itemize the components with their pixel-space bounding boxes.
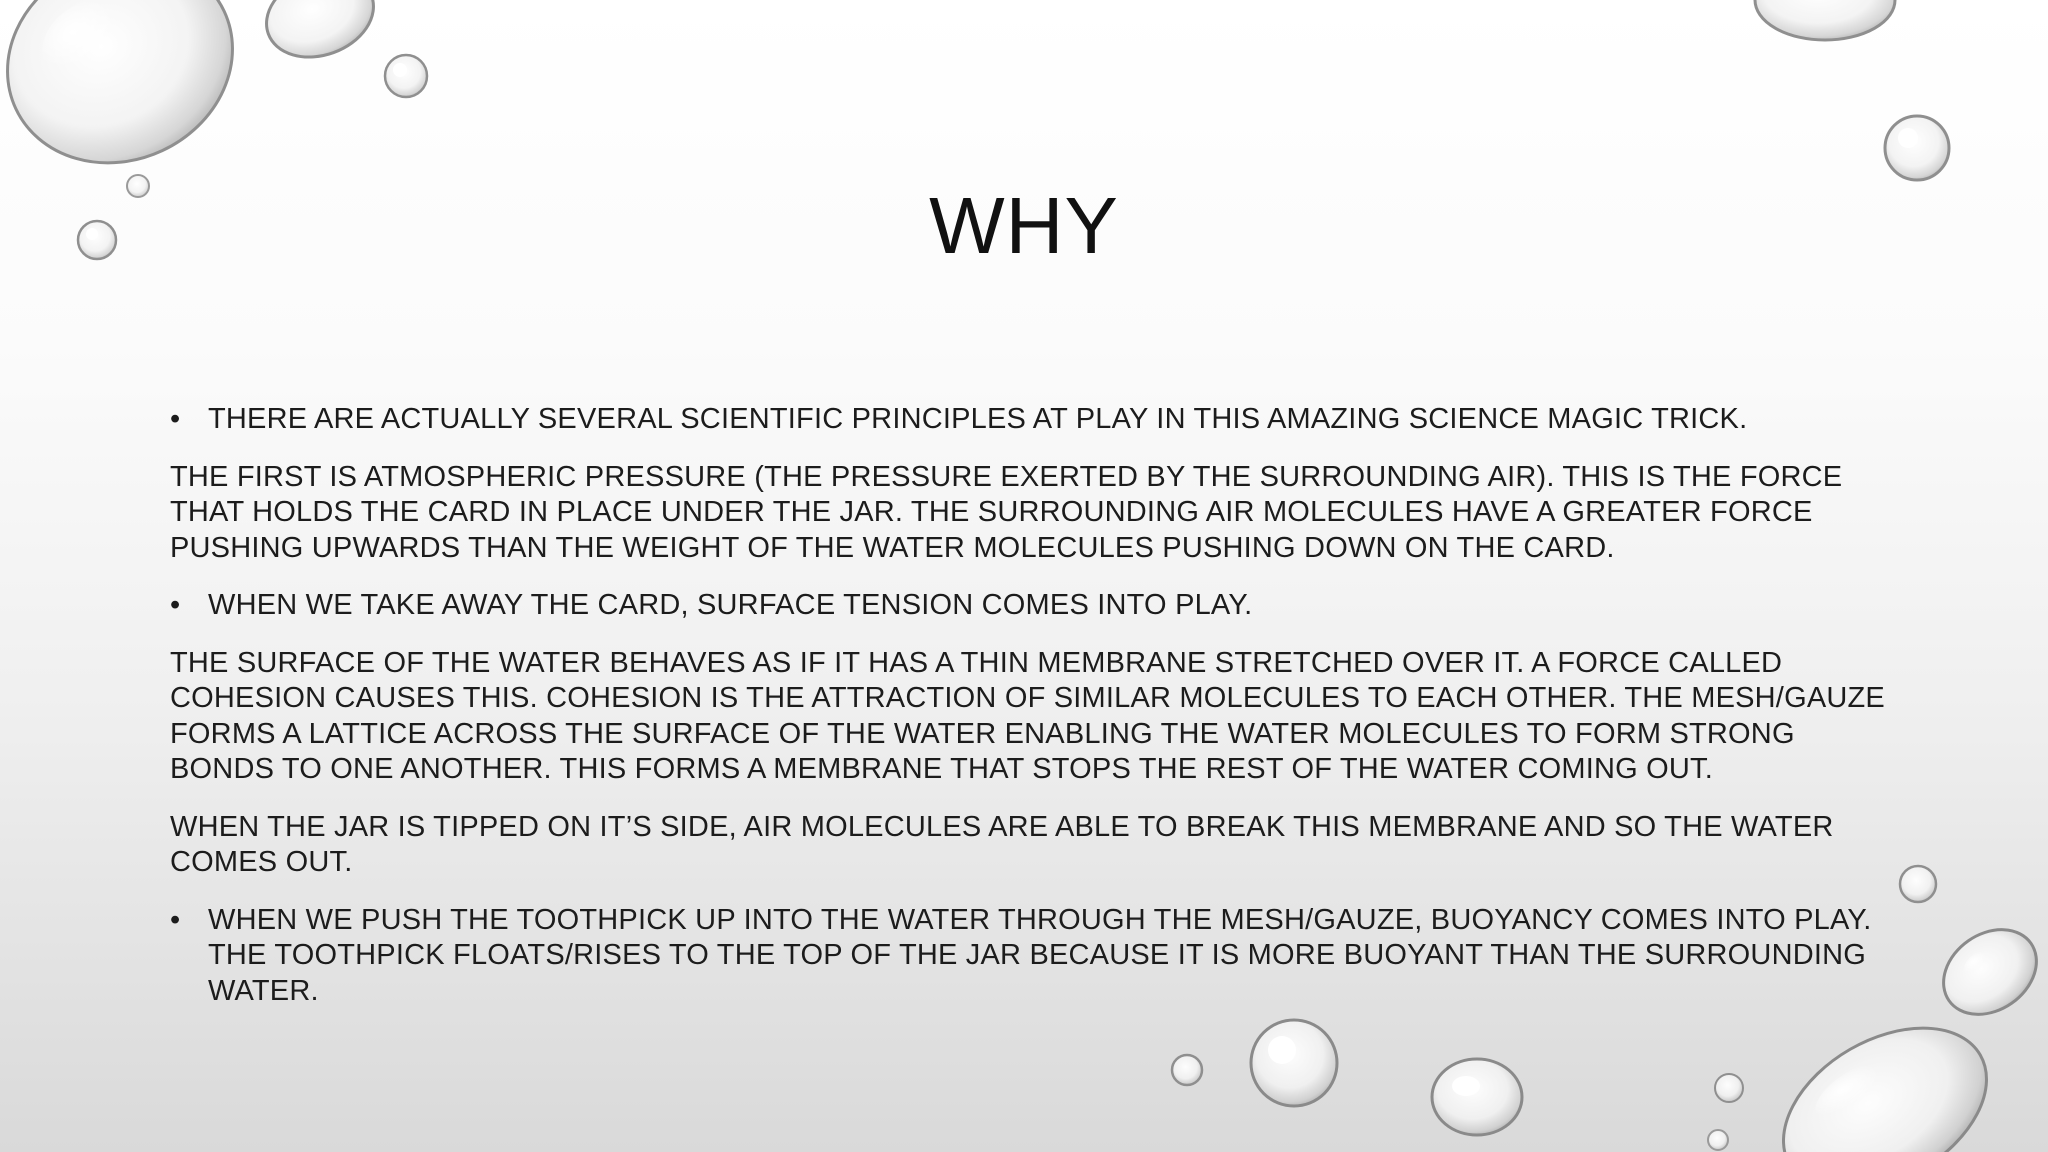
slide-body [170,402,1890,1031]
droplet-large-top-left [0,0,266,199]
slide-title: WHY [929,181,1119,270]
droplet-bottom-2 [1251,1020,1337,1106]
droplet-top-right [1755,0,1895,40]
droplet-right-3 [1927,912,2048,1032]
body-paragraph: THE FIRST IS ATMOSPHERIC PRESSURE (THE PRESSURE EXERTED BY THE SURROUNDING AIR). THIS IS THE FORCE THAT HOLDS THE CARD IN PLACE UNDER THE JAR. THE SURROUNDING AIR MOLECULES HAVE A GREATER FORCE PUSHING UPWARDS THAN THE WEIGHT OF THE WATER MOLECULES PUSHING DOWN ON THE CARD. [170,460,1843,564]
droplet-bottom-1 [1172,1055,1202,1085]
body-paragraph: WHEN THE JAR IS TIPPED ON IT’S SIDE, AIR MOLECULES ARE ABLE TO BREAK THIS MEMBRANE AND SO THE WATER COMES OUT. [170,810,1834,878]
droplet-right-2 [1900,866,1936,902]
droplet-small-1 [385,55,427,97]
droplet-bottom-right-tiny [1708,1130,1728,1150]
droplet-right-1 [1885,116,1949,180]
droplet-bottom-3 [1432,1059,1522,1135]
body-paragraph: THE SURFACE OF THE WATER BEHAVES AS IF IT HAS A THIN MEMBRANE STRETCHED OVER IT. A FORCE CALLED COHESION CAUSES THIS. COHESION IS THE ATTRACTION OF SIMILAR MOLECULES TO EACH OTHER. THE MESH/GAUZE FORMS A LATTICE ACROSS THE SURFACE OF THE WATER ENABLING THE WATER MOLECULES TO FORM STRONG BONDS TO ONE ANOTHER. THIS FORMS A MEMBRANE THAT STOPS THE REST OF THE WATER COMING OUT. [170,646,1885,785]
droplet-bottom-right-small [1715,1074,1743,1102]
droplet-top [255,0,386,71]
bullet-paragraph: • WHEN WE TAKE AWAY THE CARD, SURFACE TENSION COMES INTO PLAY. [170,588,1890,624]
bullet-paragraph: • THERE ARE ACTUALLY SEVERAL SCIENTIFIC PRINCIPLES AT PLAY IN THIS AMAZING SCIENCE MAGIC TRICK. [170,402,1890,438]
bullet-paragraph: • WHEN WE PUSH THE TOOTHPICK UP INTO THE WATER THROUGH THE MESH/GAUZE, BUOYANCY COMES INTO PLAY. THE TOOTHPICK FLOATS/RISES TO THE TOP OF THE JAR BECAUSE IT IS MORE BUOYANT THAN THE SURROUNDING WATER. [170,903,1890,1010]
